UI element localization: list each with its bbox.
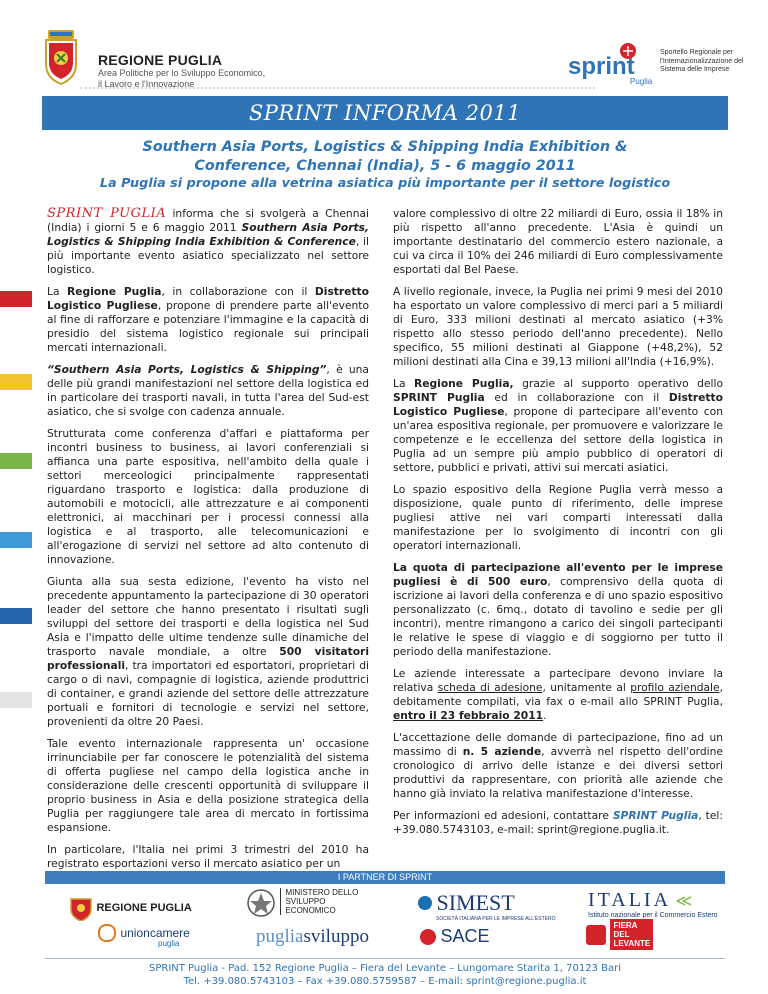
paragraph: La Regione Puglia, grazie al supporto operativo dello SPRINT Puglia ed in collaborazione con il Distretto Logistico Pugliese, propone di partecipare all'evento con un'area espositiva regionale, per promuovere e valorizzare le competenze e le eccellenza del settore della logistica in Puglia ad un sempre più ampio pubblico di operatori di settore, pubblici e privati, attivi sui mercati asiatici. [393, 377, 723, 474]
region-line2: il Lavoro e l'Innovazione [98, 79, 195, 89]
deadline: entro il 23 febbraio 2011 [393, 709, 544, 722]
partner-regione-puglia: REGIONE PUGLIA [70, 895, 192, 921]
paragraph: La quota di partecipazione all'evento per le imprese pugliesi è di 500 euro, comprensivo della quota di iscrizione ai lavori della conferenza e di uno spazio espositivo personalizzato (c. 6mq., dotato di tavolino e sedie per gli incontri), mentre rimangono a carico dei singoli partecipanti le relative le spese di viaggio e di soggiorno per tutto il periodo della manifestazione. [393, 561, 723, 658]
ice-swoosh-icon: ≪ [675, 893, 693, 910]
side-stripe-lightblue [0, 532, 32, 548]
profilo-aziendale-link[interactable]: profilo aziendale [630, 681, 720, 694]
paragraph: L'accettazione delle domande di partecipazione, fino ad un massimo di n. 5 aziende, avverrà nel rispetto dell'ordine cronologico di arrivo delle istanze e dei diversi settori produttivi da rappresentare, con priorità alle aziende che hanno già inviato la relativa manifestazione d'interesse. [393, 731, 723, 800]
partner-fiera-levante: FIERA DEL LEVANTE [586, 919, 653, 950]
header-divider [80, 87, 595, 89]
paragraph: Le aziende interessate a partecipare devono inviare la relativa scheda di adesione, unitamente al profilo aziendale, debitamente compilati, via fax o e-mail allo SPRINT Puglia, entro il 23 febbraio 2011. [393, 667, 723, 722]
partner-simest: SIMEST SOCIETÀ ITALIANA PER LE IMPRESE ALL'ESTERO [418, 890, 556, 922]
regione-crest-icon [70, 895, 92, 921]
paragraph: A livello regionale, invece, la Puglia nei primi 9 mesi del 2010 ha esportato un valore complessivo di merci pari a 5 miliardi di Euro, 333 milioni destinati al mercato asiatico (+3% rispetto allo stesso periodo dell'anno precedente). Nello specifico, 55 milioni destinati al Giappone (+48,2%), 52 milioni destinati alla Cina e 39,13 milioni all'India (+16,9%). [393, 285, 723, 368]
paragraph: In particolare, l'Italia nei primi 3 trimestri del 2010 ha registrato esportazioni verso il mercato asiatico per un [47, 843, 369, 870]
page-title: SPRINT INFORMA 2011 [42, 96, 728, 130]
sprint-logo [568, 42, 654, 86]
footer-address: SPRINT Puglia - Pad. 152 Regione Puglia – Fiera del Levante – Lungomare Starita 1, 70123 Bari [149, 963, 621, 974]
partners-header: I PARTNER DI SPRINT [45, 871, 725, 884]
side-stripe-darkblue [0, 608, 32, 624]
unioncamere-icon [98, 924, 116, 942]
paragraph: Giunta alla sua sesta edizione, l'evento ha visto nel precedente appuntamento la partecipazione di 30 operatori leader del settore che hanno presentato i risultati sugli sviluppi del settore dei trasporti e della logistica nel Sud Asia e l'impatto delle ultime tendenze sulle dinamiche del trasporto navale mondiale, a oltre 500 visitatori professionali, tra importatori ed esportatori, proprietari di cargo o di navi, compagnie di logistica, aziende produttrici di container, e grandi aziende del settore delle attrezzature portuali e fornitori di tecnologie e servizi nel settore, provenienti da oltre 20 Paesi. [47, 575, 369, 728]
paragraph: Strutturata come conferenza d'affari e piattaforma per incontri business to business, ai lavori conferenziali si affianca una parte espositiva, nell'ambito della quale i settori merceologici principalmente rappresentati riguardano trasporto e logistica: dalla produzione di automobili e motocicli, alle attrezzature e ai componenti elettronici, ai macchinari per i processi connessi alla logistica e al trasporto, alle telecomunicazioni e all'erogazione di servizi nel settore ad alto contenuto di innovazione. [47, 427, 369, 566]
event-title: Southern Asia Ports, Logistics & Shipping India Exhibition & Conference, Chennai (India), 5 - 6 maggio 2011 [142, 139, 628, 174]
event-subtitle: La Puglia si propone alla vetrina asiatica più importante per il settore logistico [99, 176, 671, 191]
region-name: REGIONE PUGLIA [98, 52, 223, 68]
paragraph: Lo spazio espositivo della Regione Puglia verrà messo a disposizione, quale punto di riferimento, delle imprese pugliesi attive nei vari comparti interessati dalla manifestazione per lo svolgimento di incontri con gli operatori internazionali. [393, 483, 723, 552]
sace-icon [420, 929, 436, 945]
partner-ice: ITALIA ≪ Istituto nazionale per il Commercio Estero [588, 889, 718, 919]
fiera-icon [586, 925, 606, 945]
sprint-description: Sportello Regionale per l'Internazionalizzazione del Sistema delle Imprese [660, 49, 744, 73]
side-stripe-red [0, 291, 32, 307]
side-stripe-grey [0, 692, 32, 708]
partner-unioncamere: unioncamere puglia [98, 924, 190, 948]
simest-logo-icon [418, 896, 432, 910]
paragraph: Per informazioni ed adesioni, contattare SPRINT Puglia, tel: +39.080.5743103, e-mail: sprint@regione.puglia.it. [393, 809, 723, 836]
paragraph: Tale evento internazionale rappresenta un' occasione irrinunciabile per far conoscere le potenzialità del sistema di offerta pugliese nel campo della logistica anche in considerazione delle crescenti opportunità di sviluppare il proprio business in Asia e della posizione strategica della Puglia per raggiungere tale area di mercato in fortissima espansione. [47, 737, 369, 834]
right-column [393, 207, 723, 845]
paragraph: La Regione Puglia, in collaborazione con il Distretto Logistico Pugliese, propone di prendere parte all'evento al fine di rafforzare e potenziare l'immagine e la capacità di presidio del sistema logistico regionale sui principali mercati internazionali. [47, 285, 370, 354]
svg-text:sprint: sprint [568, 53, 635, 80]
partner-pugliasviluppo: pugliasviluppo [256, 926, 369, 947]
partner-sace: SACE [420, 926, 489, 947]
scheda-adesione-link[interactable]: scheda di adesione [437, 681, 543, 694]
paragraph: “Southern Asia Ports, Logistics & Shipping”, è una delle più grandi manifestazioni nel settore della logistica ed in particolare dei trasporti navali, in tutta l'area del Sud-est asiatico, che si svolge con cadenza annuale. [47, 363, 369, 418]
side-stripe-yellow [0, 374, 32, 390]
paragraph: SPRINT PUGLIA informa che si svolgerà a Chennai (India) i giorni 5 e 6 maggio 2011 Southern Asia Ports, Logistics & Shipping India Exhibition & Conference, il più importante evento asiatico specializzato nel settore logistico. [47, 206, 369, 276]
footer-divider [45, 958, 725, 959]
region-header-text [98, 52, 265, 90]
region-line1: Area Politiche per lo Sviluppo Economico, [98, 68, 266, 78]
paragraph: valore complessivo di oltre 22 miliardi di Euro, ossia il 18% in più rispetto all'anno precedente. L'Asia è quindi un importante destinatario del commercio estero nazionale, a cui va circa il 10% dei 246 miliardi di Euro complessivamente esportati dal Bel Paese. [393, 207, 723, 276]
svg-text:Puglia: Puglia [630, 77, 653, 86]
footer [45, 962, 725, 988]
left-column [47, 207, 369, 879]
regione-puglia-crest [42, 30, 104, 88]
footer-contacts: Tel. +39.080.5743103 – Fax +39.080.5759587 – E-mail: sprint@regione.puglia.it [183, 976, 587, 987]
ministero-emblem-icon [246, 888, 276, 918]
partner-ministero: MINISTERO DELLO SVILUPPO ECONOMICO [246, 888, 358, 918]
sprint-brand: SPRINT PUGLIA [47, 206, 167, 221]
side-stripe-green [0, 453, 32, 469]
